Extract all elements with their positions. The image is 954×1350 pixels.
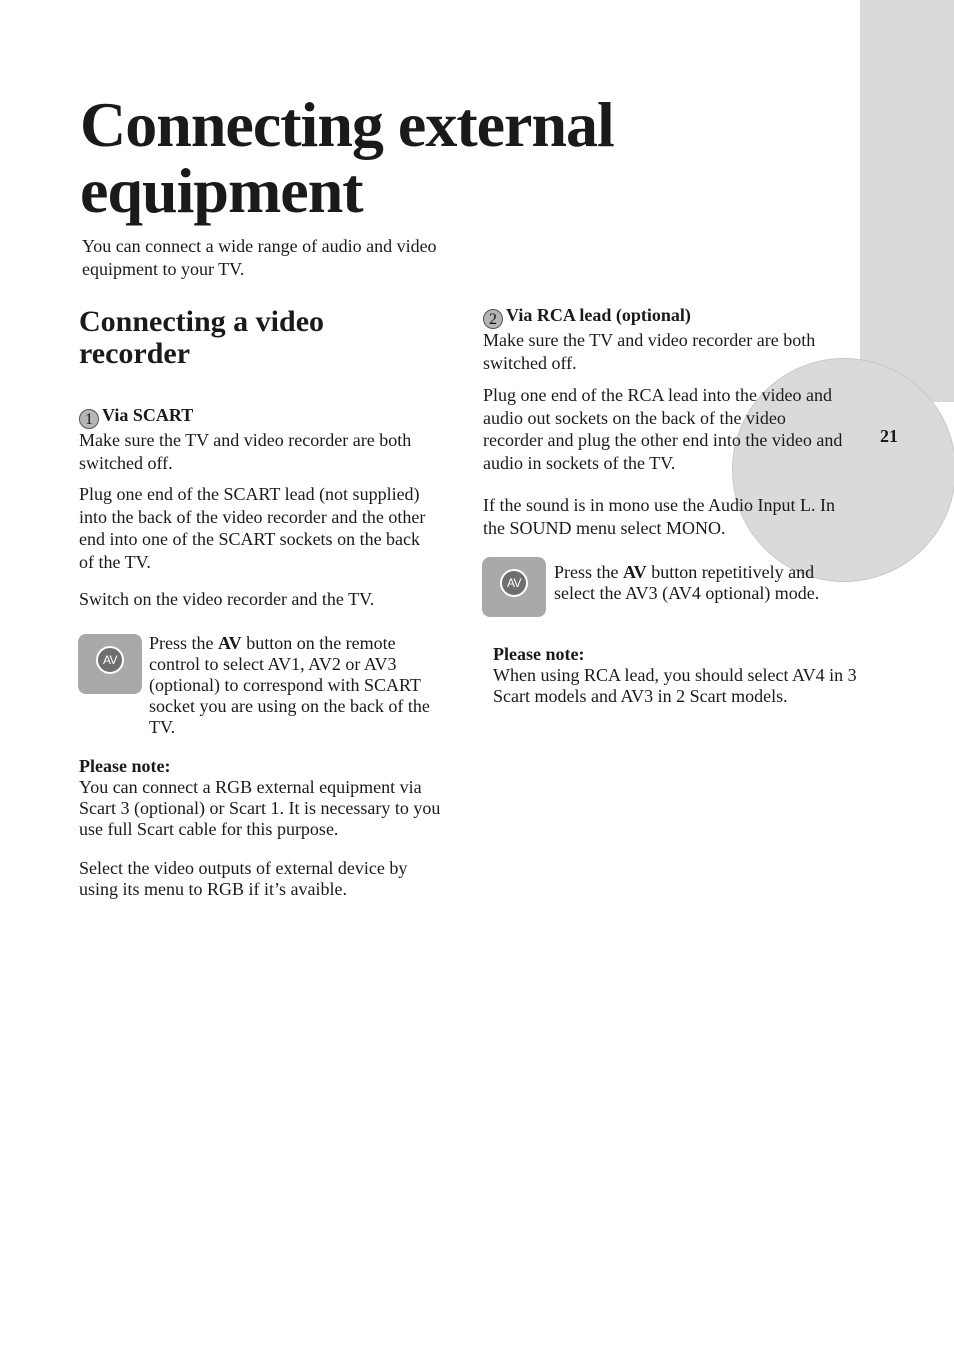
scart-note xyxy=(79,756,454,840)
step-2-icon: 2 xyxy=(483,309,503,329)
scart-para-3: Switch on the video recorder and the TV. xyxy=(79,589,375,609)
scart-section xyxy=(79,404,429,474)
rca-para-2: Plug one end of the RCA lead into the video and audio out sockets on the back of the video recorder and plug the other end into the video and audio in sockets of the TV. xyxy=(483,385,843,473)
scart-note-title: Please note: xyxy=(79,756,171,776)
scart-para-3-block xyxy=(79,588,439,611)
rca-av-instruction: Press the AV button repetitively and select the AV3 (AV4 optional) mode. xyxy=(554,562,820,603)
scart-note-text-2: Select the video outputs of external device by using its menu to RGB if it’s avaible. xyxy=(79,858,408,899)
rca-heading xyxy=(483,304,833,329)
scart-note-2 xyxy=(79,858,449,900)
side-tab-bar xyxy=(860,0,954,402)
scart-heading xyxy=(79,404,429,429)
step-1-icon: 1 xyxy=(79,409,99,429)
rca-section xyxy=(483,304,833,374)
av-icon: AV xyxy=(96,646,124,674)
rca-note xyxy=(493,644,873,707)
rca-para-3: If the sound is in mono use the Audio Input L. In the SOUND menu select MONO. xyxy=(483,495,835,538)
scart-para-1: Make sure the TV and video recorder are both switched off. xyxy=(79,430,412,473)
page-number: 21 xyxy=(880,426,898,446)
scart-av-instruction: Press the AV button on the remote control to select AV1, AV2 or AV3 (optional) to correspond with SCART socket you are using on the back of the TV. xyxy=(149,633,430,737)
rca-para-3-block xyxy=(483,494,843,539)
av-button-icon-2 xyxy=(482,557,546,617)
scart-note-text: You can connect a RGB external equipment via Scart 3 (optional) or Scart 1. It is necessary to you use full Scart cable for this purpose. xyxy=(79,777,441,839)
rca-heading-text: Via RCA lead (optional) xyxy=(506,305,691,325)
rca-note-title: Please note: xyxy=(493,644,585,664)
page-title: Connecting external equipment xyxy=(80,89,614,226)
scart-heading-text: Via SCART xyxy=(102,405,194,425)
rca-note-text: When using RCA lead, you should select AV4 in 3 Scart models and AV3 in 2 Scart models. xyxy=(493,665,857,706)
rca-para-2-block xyxy=(483,384,843,474)
intro-text: You can connect a wide range of audio and video equipment to your TV. xyxy=(82,236,437,279)
section-title: Connecting a video recorder xyxy=(79,305,325,370)
scart-para-2: Plug one end of the SCART lead (not supplied) into the back of the video recorder and the other end into one of the SCART sockets on the back of the TV. xyxy=(79,484,426,572)
av-button-icon xyxy=(78,634,142,694)
rca-para-1: Make sure the TV and video recorder are both switched off. xyxy=(483,330,816,373)
av-icon-2: AV xyxy=(500,569,528,597)
scart-para-2-block xyxy=(79,483,434,573)
